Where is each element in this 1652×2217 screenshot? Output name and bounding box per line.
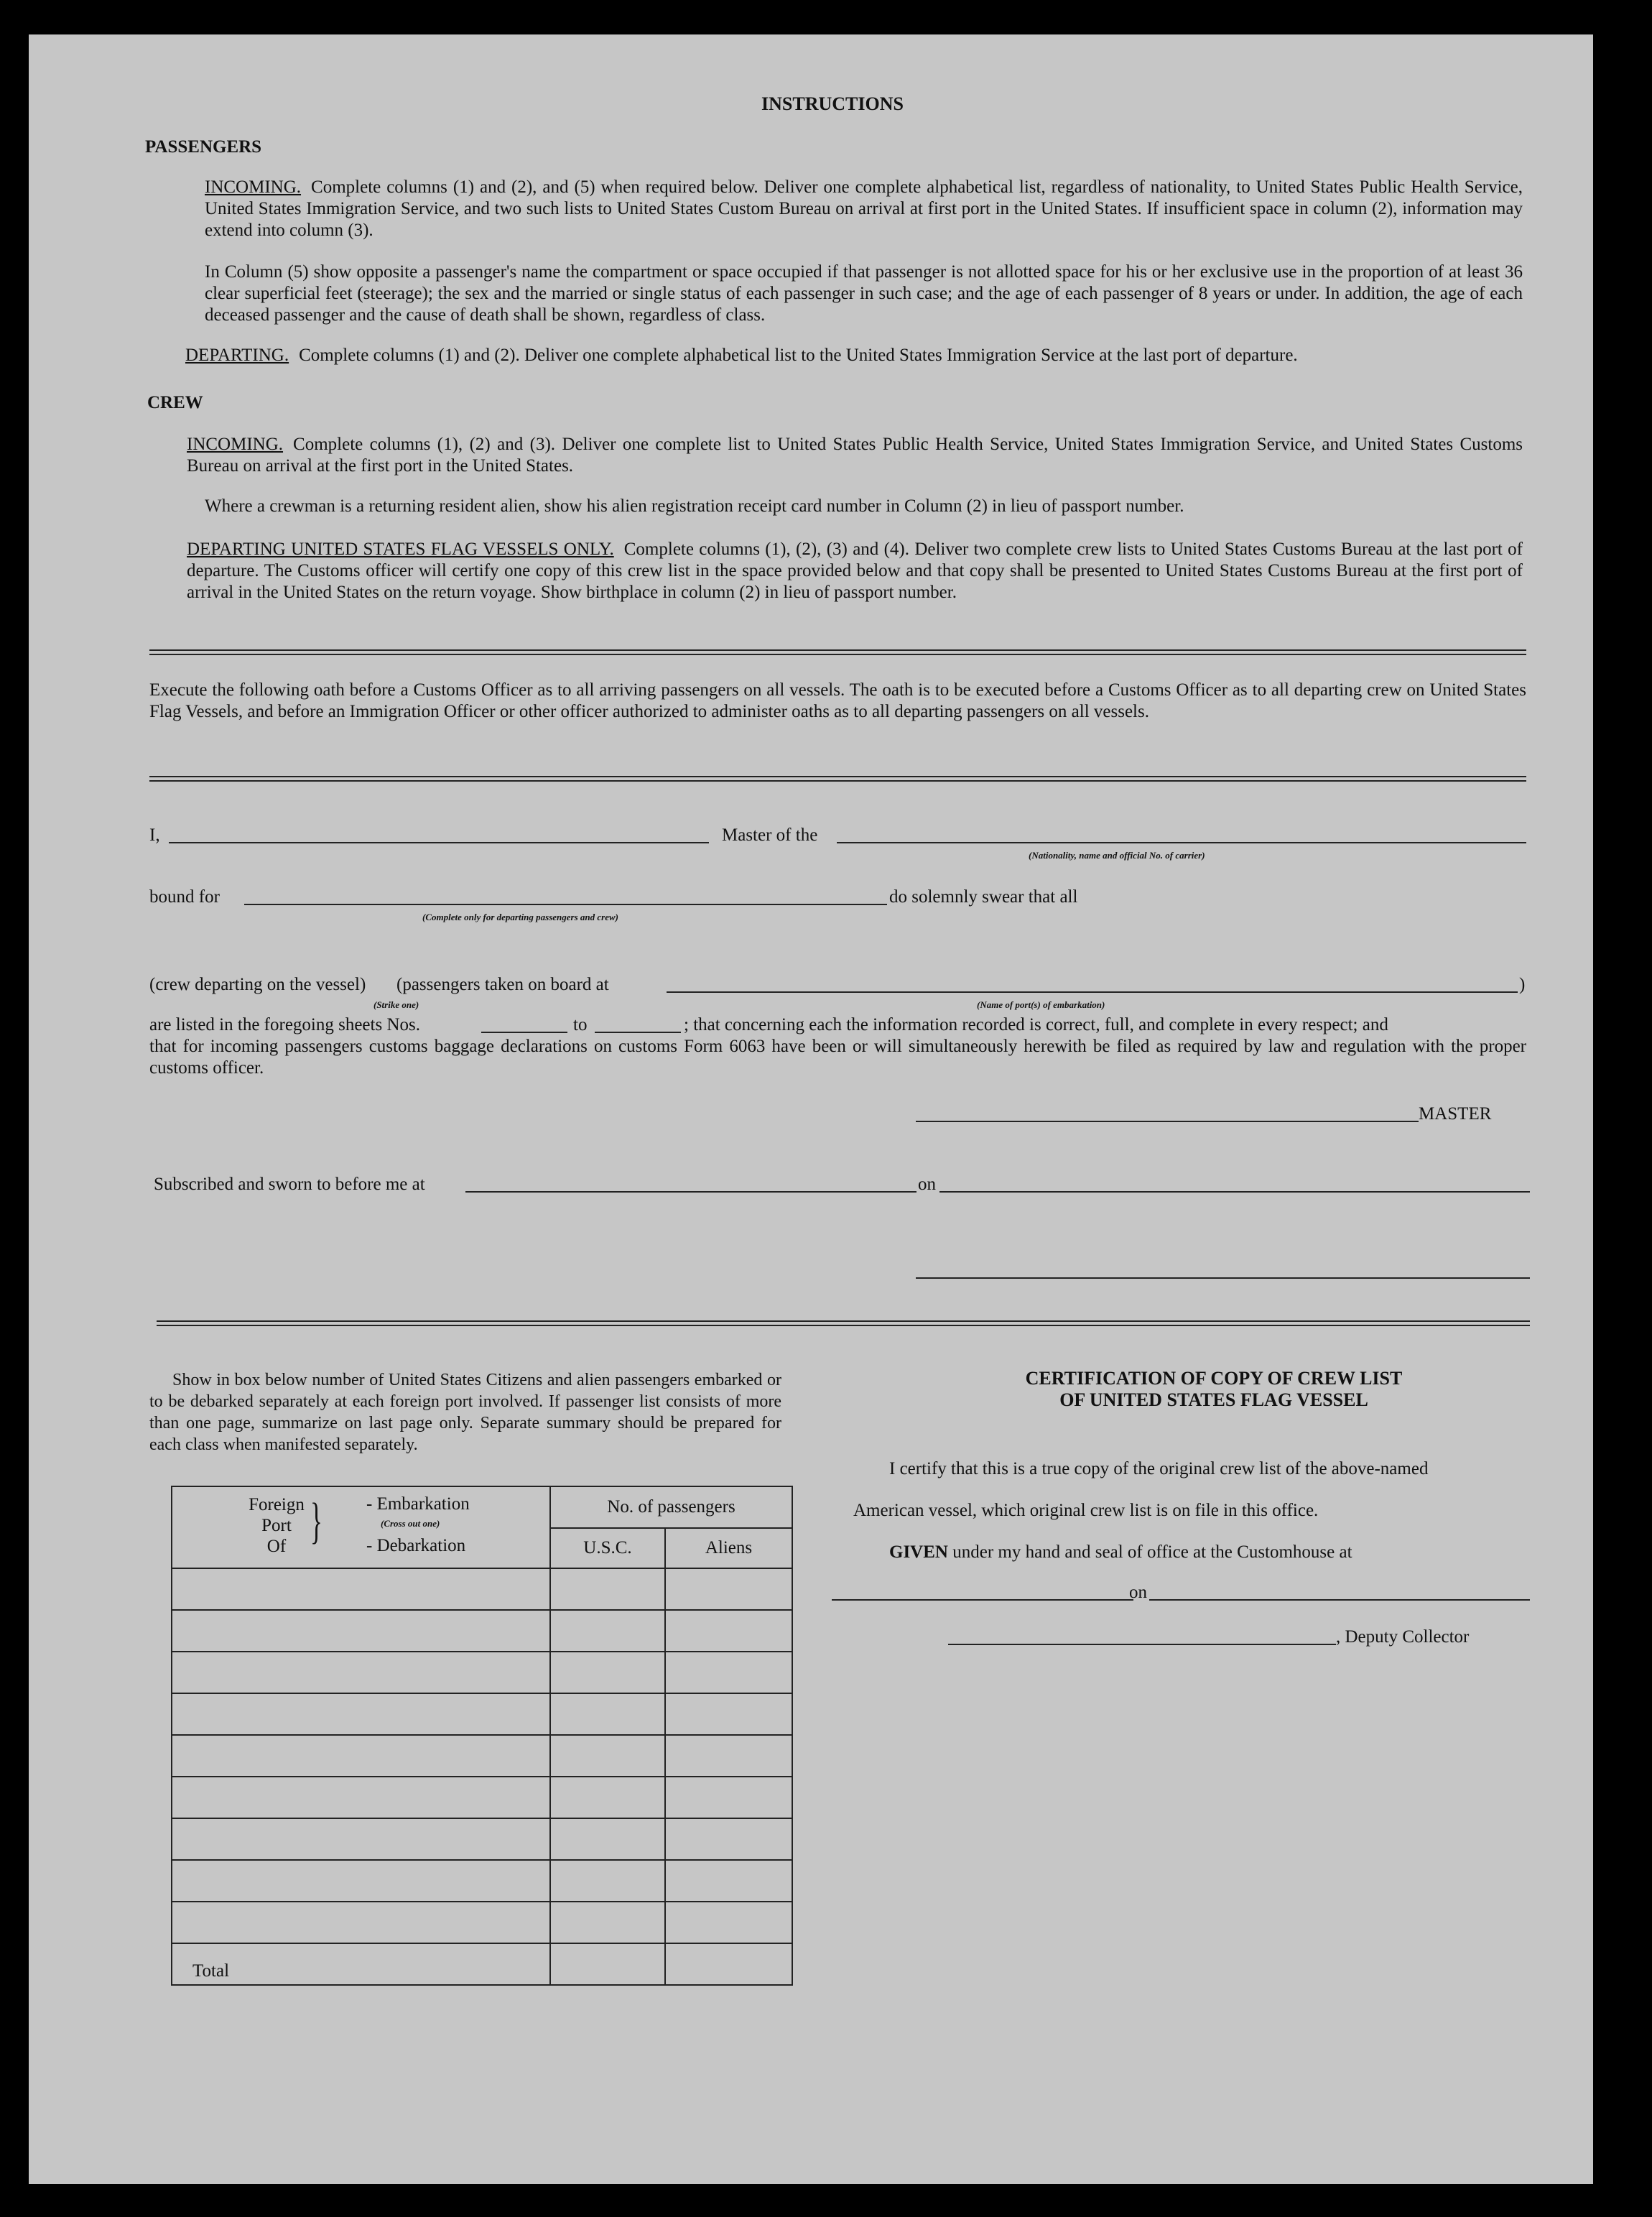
page-title: INSTRUCTIONS xyxy=(761,93,904,114)
table-row[interactable] xyxy=(172,1735,550,1777)
of-label: Of xyxy=(266,1537,287,1556)
certify-line1: I certify that this is a true copy of the original crew list of the above-named xyxy=(889,1459,1429,1478)
vessel-field[interactable] xyxy=(837,842,1526,843)
nationality-caption: (Nationality, name and official No. of carrier) xyxy=(1029,850,1205,861)
swear-text: do solemnly swear that all xyxy=(889,887,1078,907)
table-row[interactable] xyxy=(172,1568,550,1610)
embarkation-option[interactable]: - Embarkation xyxy=(366,1494,470,1514)
given-label: GIVEN xyxy=(889,1542,948,1562)
deputy-collector-signature-field[interactable] xyxy=(948,1644,1336,1645)
crew-departing-label: DEPARTING UNITED STATES FLAG VESSELS ONLY. xyxy=(187,540,614,559)
table-row[interactable] xyxy=(172,1610,550,1652)
passengers-departing-paragraph xyxy=(185,345,1523,366)
i-label: I, xyxy=(149,825,160,845)
table-row[interactable] xyxy=(172,1777,550,1818)
crew-departing-text: Complete columns (1), (2), (3) and (4). Deliver two complete crew lists to United States Customs Bureau at the last port of departure. The Customs officer will certify one copy of this crew list in the space provided below and that copy shall be presented to United States Customs Bureau at the first port of arrival in the United States on the return voyage. Show birthplace in column (2) in lieu of passport number. xyxy=(187,540,1523,602)
cert-date-field[interactable] xyxy=(1149,1599,1530,1601)
debarkation-option[interactable]: - Debarkation xyxy=(366,1536,466,1555)
usc-header: U.S.C. xyxy=(550,1528,665,1568)
master-name-field[interactable] xyxy=(169,842,709,843)
divider xyxy=(149,776,1526,782)
summary-instructions: Show in box below number of United States Citizens and alien passengers embarked or to be debarked separately at each foreign port involved. If passenger list consists of more than one page, summarize on last page only. Separate summary should be prepared for each class when manifested separately. xyxy=(149,1371,781,1454)
total-row xyxy=(172,1943,550,1985)
certify-line2: American vessel, which original crew list is on file in this office. xyxy=(853,1501,1319,1520)
sheet-from-field[interactable] xyxy=(481,1032,567,1033)
ports-caption: (Name of port(s) of embarkation) xyxy=(977,999,1105,1010)
bound-for-field[interactable] xyxy=(244,904,887,905)
table-row[interactable] xyxy=(172,1693,550,1735)
deputy-collector-label: , Deputy Collector xyxy=(1336,1627,1470,1647)
certification-title-line1: CERTIFICATION OF COPY OF CREW LIST xyxy=(1025,1368,1403,1389)
table-row[interactable] xyxy=(172,1818,550,1860)
passengers-heading: PASSENGERS xyxy=(145,137,262,157)
sworn-on-label: on xyxy=(918,1175,936,1194)
brace: } xyxy=(310,1494,322,1549)
crew-incoming-paragraph xyxy=(187,434,1523,477)
listed-prefix: are listed in the foregoing sheets Nos. xyxy=(149,1015,420,1035)
table-row[interactable] xyxy=(172,1652,550,1693)
subscribed-label: Subscribed and sworn to before me at xyxy=(154,1175,425,1194)
crew-departing-option: (crew departing on the vessel) xyxy=(149,975,366,994)
crew-resident-paragraph: Where a crewman is a returning resident alien, show his alien registration receipt card number in Column (2) in lieu of passport number. xyxy=(205,496,1184,516)
foreign-label: Foreign xyxy=(249,1495,305,1514)
divider xyxy=(149,649,1526,655)
sworn-date-field[interactable] xyxy=(939,1191,1530,1193)
master-signature-field[interactable] xyxy=(916,1121,1419,1122)
column5-paragraph: In Column (5) show opposite a passenger's name the compartment or space occupied if that passenger is not allotted space for his or her exclusive use in the proportion of at least 36 clear superficial feet (steerage); the sex and the married or single status of each passenger in such case; and the age of each passenger of 8 years or under. In addition, the age of each deceased passenger and the cause of death shall be shown, regardless of class. xyxy=(205,262,1523,325)
certification-title-line2: OF UNITED STATES FLAG VESSEL xyxy=(1059,1389,1368,1410)
crew-incoming-text: Complete columns (1), (2) and (3). Deliver one complete list to United States Public Health Service, United States Immigration Service, and United States Customs Bureau on arrival at the first port in the United States. xyxy=(187,435,1523,476)
form-page xyxy=(29,34,1593,2184)
master-label: MASTER xyxy=(1419,1104,1492,1124)
crew-departing-paragraph xyxy=(187,539,1523,603)
sheet-to-field[interactable] xyxy=(595,1032,681,1033)
oath-instructions: Execute the following oath before a Customs Officer as to all arriving passengers on all vessels. The oath is to be executed before a Customs Officer as to all departing crew on United States Flag Vessels, and before an Immigration Officer or other officer authorized to administer oaths as to all departing passengers on all vessels. xyxy=(149,680,1526,721)
customhouse-field[interactable] xyxy=(832,1599,1133,1601)
divider xyxy=(157,1320,1530,1326)
passengers-incoming-paragraph xyxy=(205,177,1523,241)
passengers-incoming-text: Complete columns (1) and (2), and (5) when required below. Deliver one complete alphabetical list, regardless of nationality, to United States Public Health Service, United States Immigration Service, and two such lists to United States Custom Bureau on arrival at first port in the United States. If insufficient space in column (2), information may extend into column (3). xyxy=(205,177,1523,240)
crew-incoming-label: INCOMING. xyxy=(187,435,284,454)
passengers-count-header: No. of passengers xyxy=(550,1486,792,1528)
listed-rest: that for incoming passengers customs baggage declarations on customs Form 6063 have been or will simultaneously herewith be filed as required by law and regulation with the proper customs officer. xyxy=(149,1037,1526,1078)
cert-on-label: on xyxy=(1129,1583,1147,1602)
table-row[interactable] xyxy=(172,1860,550,1902)
strike-one-caption: (Strike one) xyxy=(373,999,419,1010)
crew-heading: CREW xyxy=(147,393,203,412)
sworn-place-field[interactable] xyxy=(465,1191,917,1193)
master-of-the-label: Master of the xyxy=(722,825,818,845)
port-of-embarkation-field[interactable] xyxy=(667,991,1518,993)
to-label: to xyxy=(573,1015,588,1035)
port-label: Port xyxy=(261,1516,292,1535)
officer-signature-field[interactable] xyxy=(916,1277,1530,1279)
passengers-departing-text: Complete columns (1) and (2). Deliver one complete alphabetical list to the United States Immigration Service at the last port of departure. xyxy=(299,346,1298,365)
aliens-header: Aliens xyxy=(665,1528,792,1568)
total-label: Total xyxy=(192,1961,230,1981)
given-rest: under my hand and seal of office at the Customhouse at xyxy=(952,1542,1352,1562)
departing-only-caption: (Complete only for departing passengers and crew) xyxy=(422,912,618,922)
passengers-taken-option: (passengers taken on board at xyxy=(396,975,609,994)
passengers-incoming-label: INCOMING. xyxy=(205,177,302,197)
table-row[interactable] xyxy=(172,1902,550,1943)
bound-for-label: bound for xyxy=(149,887,220,907)
cross-out-caption: (Cross out one) xyxy=(381,1518,440,1529)
listed-suffix: ; that concerning each the information recorded is correct, full, and complete in every respect; and xyxy=(684,1015,1388,1035)
given-line xyxy=(889,1542,1352,1563)
port-header-cell xyxy=(172,1486,550,1568)
close-paren: ) xyxy=(1519,975,1526,994)
passengers-departing-label: DEPARTING. xyxy=(185,346,289,365)
passenger-summary-table xyxy=(171,1486,793,1986)
